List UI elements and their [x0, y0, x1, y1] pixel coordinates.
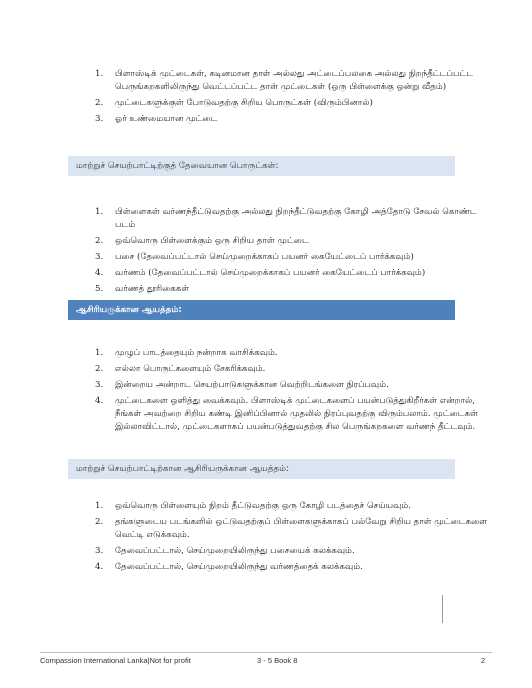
- list-item: 4. தேவைப்பட்டால், செய்முறையிலிருந்து வர்ணத்தைக் கலக்கவும்.: [95, 562, 363, 572]
- alt-teacher-prep-list: [95, 500, 495, 577]
- page-number: 2: [481, 656, 486, 665]
- footer-org: Compassion International Lanka|Not for profit: [40, 656, 191, 665]
- list-item: 1. முழுப் பாடத்தையும் நன்றாக வாசிக்கவும்.: [95, 348, 278, 358]
- list-item: 3. பசை (தேவைப்பட்டால் செய்முறைக்காகப் பயனர் கையேட்டைப் பார்க்கவும்): [95, 252, 414, 262]
- list-item: 5. வர்ணத் தூரிகைகள்: [95, 284, 190, 294]
- margin-line: [442, 595, 443, 623]
- list-item: 2. எல்லா பொருட்களையும் சேகரிக்கவும்.: [95, 364, 266, 374]
- alt-materials-heading: மாற்றுச் செயற்பாட்டிற்குத் தேவையான பொருட்கள்:: [68, 156, 455, 176]
- list-item: 2. முட்டைகளுக்குள் போடுவதற்கு சிறிய பொருட்கள் (விரும்பினால்): [95, 98, 373, 108]
- teacher-prep-list: [95, 347, 495, 437]
- list-item: 3. தேவைப்பட்டால், செய்முறையிலிருந்து பசையைக் கலக்கவும்.: [95, 546, 355, 556]
- materials-list: [95, 68, 495, 129]
- list-item: 3. இன்றைய அன்றாட செயற்பாடுகளுக்கான வெற்றிடங்களை நிரப்பவும்.: [95, 380, 389, 390]
- list-item: 2. ஒவ்வொரு பிள்ளைக்கும் ஒரு சிறிய தாள் முட்டை: [95, 236, 309, 246]
- alt-teacher-prep-heading: மாற்றுச் செயற்பாட்டிற்கான ஆசிரியருக்கான ஆயத்தம்:: [68, 459, 455, 479]
- list-item: 4. வர்ணம் (தேவைப்பட்டால் செய்முறைக்காகப் பயனர் கையேட்டைப் பார்க்கவும்): [95, 268, 426, 278]
- alt-materials-list: [95, 206, 495, 299]
- footer-book: 3 - 5 Book 8: [257, 656, 298, 665]
- list-item: 3. ஓர் உண்மையான முட்டை: [95, 114, 218, 124]
- teacher-prep-heading: ஆசிரியருக்கான ஆயத்தம்:: [68, 300, 455, 320]
- list-item: 1. பிள்ளைகள் வர்ணந்தீட்டுவதற்கு அல்லது நிறந்தீட்டுவதற்கு கோழி அத்தோடு சேவல் கொண்ட படம்: [95, 207, 477, 230]
- list-item: 1. பிளாஸ்டிக் முட்டைகள், கடினமான தாள் அல்லது அட்டைப்பலகை அல்லது நிறந்தீட்டப்பட்ட பெருங்கறகளிலிருந்து வெட்டப்பட்ட தாள் முட்டைகள் (ஒரு பிள்ளைக்கு ஒன்று வீதம்): [95, 69, 474, 92]
- list-item: 4. முட்டைகளை ஒளித்து வைக்கவும். பிளாஸ்டிக் முட்டைகளைப் பயன்படுத்துகிறீர்கள் என்றால், நீங்கள் அவற்றை சிறிய கண்டி இனிப்பினால் முதலில் நிரப்புவதற்கு விரும்பலாம். முட்டைகள் இல்லாவிட்டால், முட்டைகளாகப் பயன்படுத்துவதற்கு சில பெருங்கறகளை வர்ணந் தீட்டவும்.: [95, 396, 478, 432]
- list-item: 1. ஒவ்வொரு பிள்ளையும் நிறம் தீட்டுவதற்கு ஒரு கோழி படத்தைச் செய்யவும்.: [95, 501, 412, 511]
- list-item: 2. தங்களுடைய படங்களில் ஒட்டுவதற்குப் பிள்ளைகளுக்காகப் பல்வேறு சிறிய தாள் முட்டைகளை வெட்டி எடுக்கவும்.: [95, 517, 487, 540]
- footer-divider: [40, 652, 492, 653]
